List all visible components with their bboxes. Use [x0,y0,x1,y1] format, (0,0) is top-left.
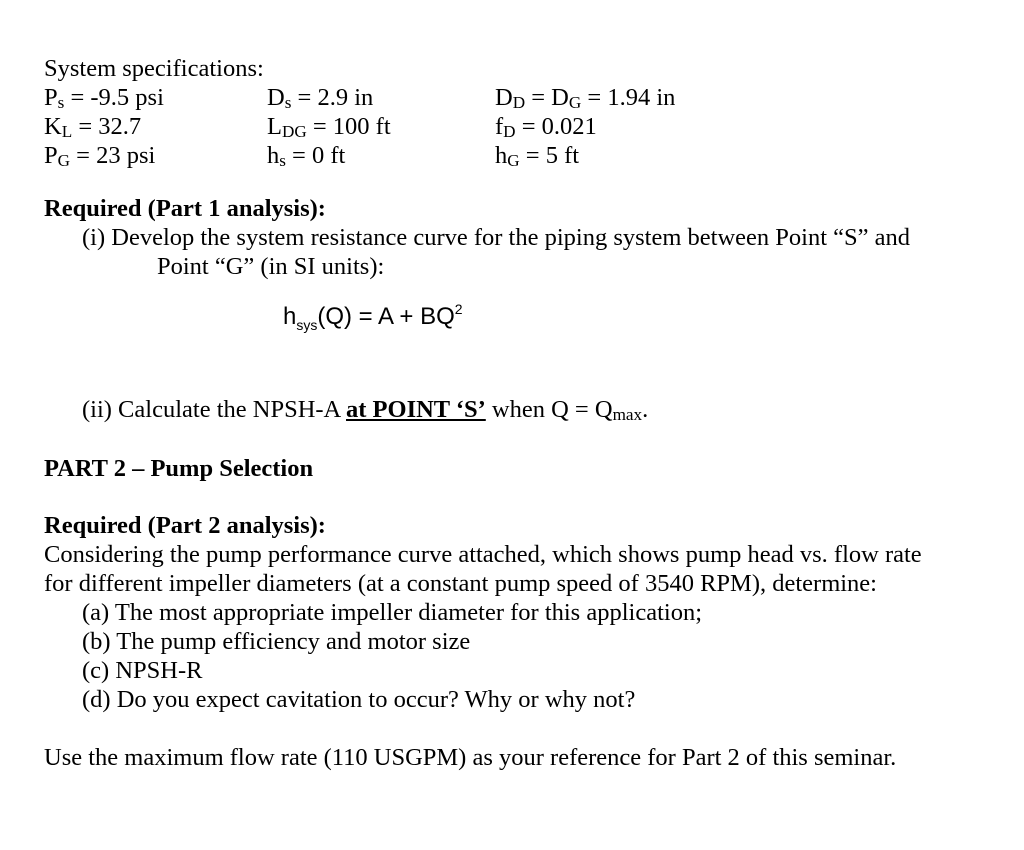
part2-item-b: (b) The pump efficiency and motor size [82,628,471,655]
part2-heading: Required (Part 2 analysis): [44,512,326,539]
spec-ds: Ds = 2.9 in [267,84,374,113]
part2-title: PART 2 – Pump Selection [44,455,314,482]
spec-row-3 [44,141,1004,170]
spec-ldg: LDG = 100 ft [267,113,391,142]
spec-kl: KL = 32.7 [44,113,142,142]
spec-row-2 [44,112,1004,141]
spec-hs: hs = 0 ft [267,142,346,171]
spec-fd: fD = 0.021 [495,113,597,142]
spec-dd-dg: DD = DG = 1.94 in [495,84,676,113]
specs-heading: System specifications: [44,55,264,82]
spec-pg: PG = 23 psi [44,142,156,171]
part2-item-d: (d) Do you expect cavitation to occur? Why or why not? [82,686,636,713]
part2-intro-line2: for different impeller diameters (at a constant pump speed of 3540 RPM), determine: [44,570,877,597]
system-curve-equation: $h_{sys}(Q) = A + BQ^2$ [283,301,463,333]
point-s-emphasis: at POINT ‘S’ [346,396,486,423]
spec-hg: hG = 5 ft [495,142,580,171]
part2-item-c: (c) NPSH-R [82,657,203,684]
spec-row-1 [44,83,1004,112]
part2-intro-line1: Considering the pump performance curve attached, which shows pump head vs. flow rate [44,541,922,568]
part1-item-i-line2: Point “G” (in SI units): [157,253,385,280]
part1-heading: Required (Part 1 analysis): [44,195,326,222]
part1-item-ii: (ii) Calculate the NPSH-A at POINT ‘S’ when Q = Qmax. [82,396,649,425]
part2-item-a: (a) The most appropriate impeller diameter for this application; [82,599,703,626]
part2-footer: Use the maximum flow rate (110 USGPM) as your reference for Part 2 of this seminar. [44,744,897,771]
part1-item-i-line1: (i) Develop the system resistance curve for the piping system between Point “S” and [82,224,911,251]
spec-ps: Ps = -9.5 psi [44,84,164,113]
